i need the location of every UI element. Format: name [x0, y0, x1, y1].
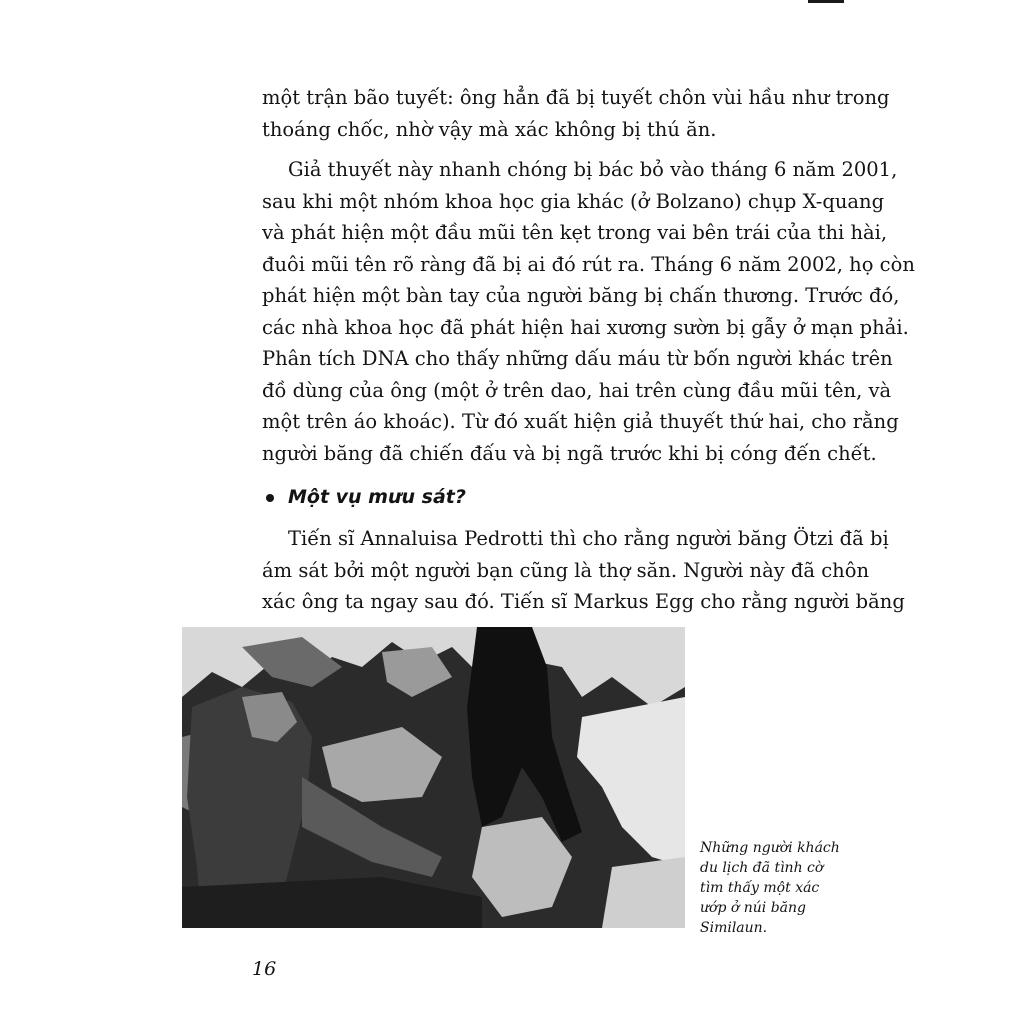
text-line: Tiến sĩ Annaluisa Pedrotti thì cho rằng người băng Ötzi đã bị — [288, 527, 889, 550]
section-heading — [262, 479, 826, 517]
paragraph-2 — [262, 154, 915, 469]
body-text — [262, 82, 915, 618]
text-line: người băng đã chiến đấu và bị ngã trước khi bị cóng đến chết. — [262, 441, 877, 465]
caption-line: tìm thấy một xác — [700, 880, 820, 896]
caption-line: du lịch đã tình cờ — [700, 860, 824, 876]
caption-line: Những người khách — [700, 840, 840, 856]
text-line: Phân tích DNA cho thấy những dấu máu từ bốn người khác trên — [262, 347, 893, 370]
mummy-discovery-photo — [182, 627, 685, 928]
text-line: một trên áo khoác). Từ đó xuất hiện giả thuyết thứ hai, cho rằng — [262, 410, 899, 433]
text-line: đuôi mũi tên rõ ràng đã bị ai đó rút ra. Tháng 6 năm 2002, họ còn — [262, 252, 915, 276]
text-line: đồ dùng của ông (một ở trên dao, hai trên cùng đầu mũi tên, và — [262, 378, 892, 402]
page-edge-mark — [808, 0, 844, 3]
text-line: và phát hiện một đầu mũi tên kẹt trong vai bên trái của thi hài, — [262, 221, 888, 244]
section-heading-text: Một vụ mưu sát? — [288, 486, 466, 509]
bullet-icon — [266, 494, 274, 502]
page-number: 16 — [252, 958, 277, 980]
text-line: một trận bão tuyết: ông hẳn đã bị tuyết chôn vùi hầu như trong — [262, 86, 890, 109]
paragraph-3 — [262, 523, 905, 618]
photo-caption — [700, 838, 840, 938]
text-line: xác ông ta ngay sau đó. Tiến sĩ Markus Egg cho rằng người băng — [262, 590, 905, 613]
caption-line: Similaun. — [700, 920, 768, 936]
text-line: sau khi một nhóm khoa học gia khác (ở Bolzano) chụp X-quang — [262, 189, 885, 213]
text-line: ám sát bởi một người bạn cũng là thợ săn. Người này đã chôn — [262, 558, 870, 582]
caption-line: ướp ở núi băng — [700, 900, 806, 916]
text-line: thoáng chốc, nhờ vậy mà xác không bị thú ăn. — [262, 117, 717, 141]
paragraph-1 — [262, 82, 890, 145]
text-line: phát hiện một bàn tay của người băng bị chấn thương. Trước đó, — [262, 284, 900, 307]
text-line: các nhà khoa học đã phát hiện hai xương sườn bị gẫy ở mạn phải. — [262, 315, 909, 339]
text-line: Giả thuyết này nhanh chóng bị bác bỏ vào tháng 6 năm 2001, — [288, 158, 898, 181]
